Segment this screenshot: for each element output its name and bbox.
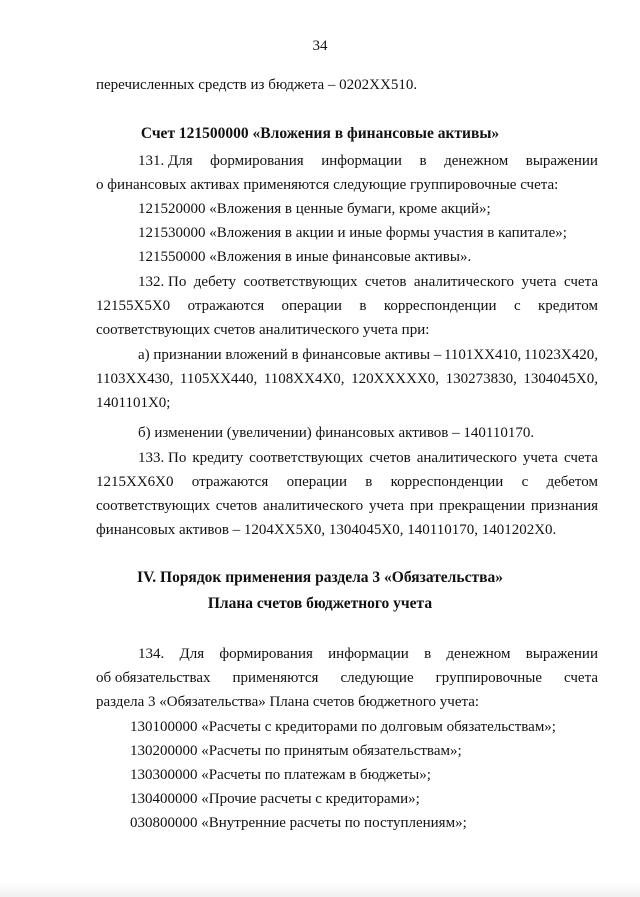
word: в [419,153,427,169]
word: группировочные [435,670,543,686]
word: аналитического [263,498,364,514]
word: информации [321,153,402,169]
word: кредиту [192,450,244,466]
list-item: 130400000 «Прочие расчеты с кредиторами»; [130,791,420,807]
word: 11023Х420, [523,347,598,363]
word: 130273830, [445,371,517,387]
paragraph-133-line-4: финансовых активов – 1204ХХ5Х0, 1304045Х0, 140110170, 1401202Х0. [96,522,557,538]
page-bottom-edge [0,883,640,897]
word: аналитического [413,274,514,290]
word: счетов [215,498,258,514]
word: выражении [525,646,598,662]
word: при [409,498,434,514]
word: признания [530,498,598,514]
word: Для [179,646,205,662]
word: 132. По [138,274,187,290]
word: отражаются [191,474,269,490]
word: следующие [340,670,414,686]
word: соответствующих [249,450,364,466]
list-item: 121520000 «Вложения в ценные бумаги, кроме акций»; [138,201,491,217]
word: применяются [232,670,319,686]
word: в [359,298,367,314]
word: с [521,474,529,490]
paragraph-a-line-1 [138,346,598,364]
word: 1108ХХ4Х0, [263,371,345,387]
word: дебетом [546,474,598,490]
paragraph-133-line-1 [138,449,598,467]
text-line: перечисленных средств из бюджета – 0202ХХ510. [96,77,418,93]
word: 1103ХХ430, [96,371,174,387]
word: счета [564,274,598,290]
word: отражаются [187,298,265,314]
word: в [424,646,432,662]
paragraph-132-line-2 [96,297,598,315]
word: информации [328,646,409,662]
word: 133. По [138,450,187,466]
word: корреспонденции [383,298,497,314]
list-item: 030800000 «Внутренние расчеты по поступлениям»; [130,815,467,831]
word: учета [522,450,558,466]
word: 1304045Х0, [523,371,598,387]
paragraph-133-line-2 [96,473,598,491]
paragraph-133-line-3 [96,497,598,515]
word: 1101ХХ410, [443,347,522,363]
word: прекращении [439,498,526,514]
page-number: 34 [312,38,328,54]
list-item: 130300000 «Расчеты по платежам в бюджеты»; [130,767,431,783]
paragraph-134-line-1 [138,645,598,663]
word: с [513,298,521,314]
word: счетов [369,450,411,466]
word: выражении [525,153,598,169]
list-item: 130100000 «Расчеты с кредиторами по долговым обязательствам»; [130,719,556,735]
word: в [365,474,373,490]
word: 1215ХХ6Х0 [96,474,174,490]
paragraph-134-line-3: раздела 3 «Обязательства» Плана счетов бюджетного учета: [96,694,480,710]
list-item: 130200000 «Расчеты по принятым обязательствам»; [130,743,462,759]
word: учета [521,274,557,290]
paragraph-a-line-2 [96,370,598,388]
word: 12155Х5Х0 [96,298,171,314]
word: денежном [446,646,511,662]
word: денежном [444,153,509,169]
word: счета [564,670,598,686]
word: учета [368,498,405,514]
word: корреспонденции [390,474,504,490]
word: операции [281,298,342,314]
word: соответствующих [243,274,358,290]
section-heading: Плана счетов бюджетного учета [207,595,433,612]
word: об обязательствах [96,670,211,686]
word: 134. [138,646,165,662]
word: счета [564,450,598,466]
word: а) признании вложений в финансовые активы – [138,347,442,363]
paragraph-132-line-3: соответствующих счетов аналитического учета при: [96,322,430,338]
word: дебету [193,274,237,290]
word: операции [286,474,347,490]
word: кредитом [538,298,598,314]
word: аналитического [416,450,517,466]
paragraph-a-line-3: 1401101Х0; [96,395,171,411]
word: соответствующих [96,498,210,514]
word: счетов [364,274,407,290]
section-heading: IV. Порядок применения раздела 3 «Обязательства» [137,569,503,586]
paragraph-b: б) изменении (увеличении) финансовых активов – 140110170. [138,425,535,441]
word: 131. Для [138,153,193,169]
section-heading: Счет 121500000 «Вложения в финансовые активы» [140,125,500,142]
paragraph-131-line-1 [138,152,598,170]
paragraph-131-line-2: о финансовых активах применяются следующие группировочные счета: [96,177,559,193]
list-item: 121550000 «Вложения в иные финансовые активы». [138,249,472,265]
word: формирования [219,646,313,662]
word: формирования [210,153,304,169]
word: 1105ХХ440, [179,371,258,387]
list-item: 121530000 «Вложения в акции и иные формы участия в капитале»; [138,225,567,241]
paragraph-132-line-1 [138,273,598,291]
paragraph-134-line-2 [96,669,598,687]
word: 120ХХХХХ0, [351,371,440,387]
